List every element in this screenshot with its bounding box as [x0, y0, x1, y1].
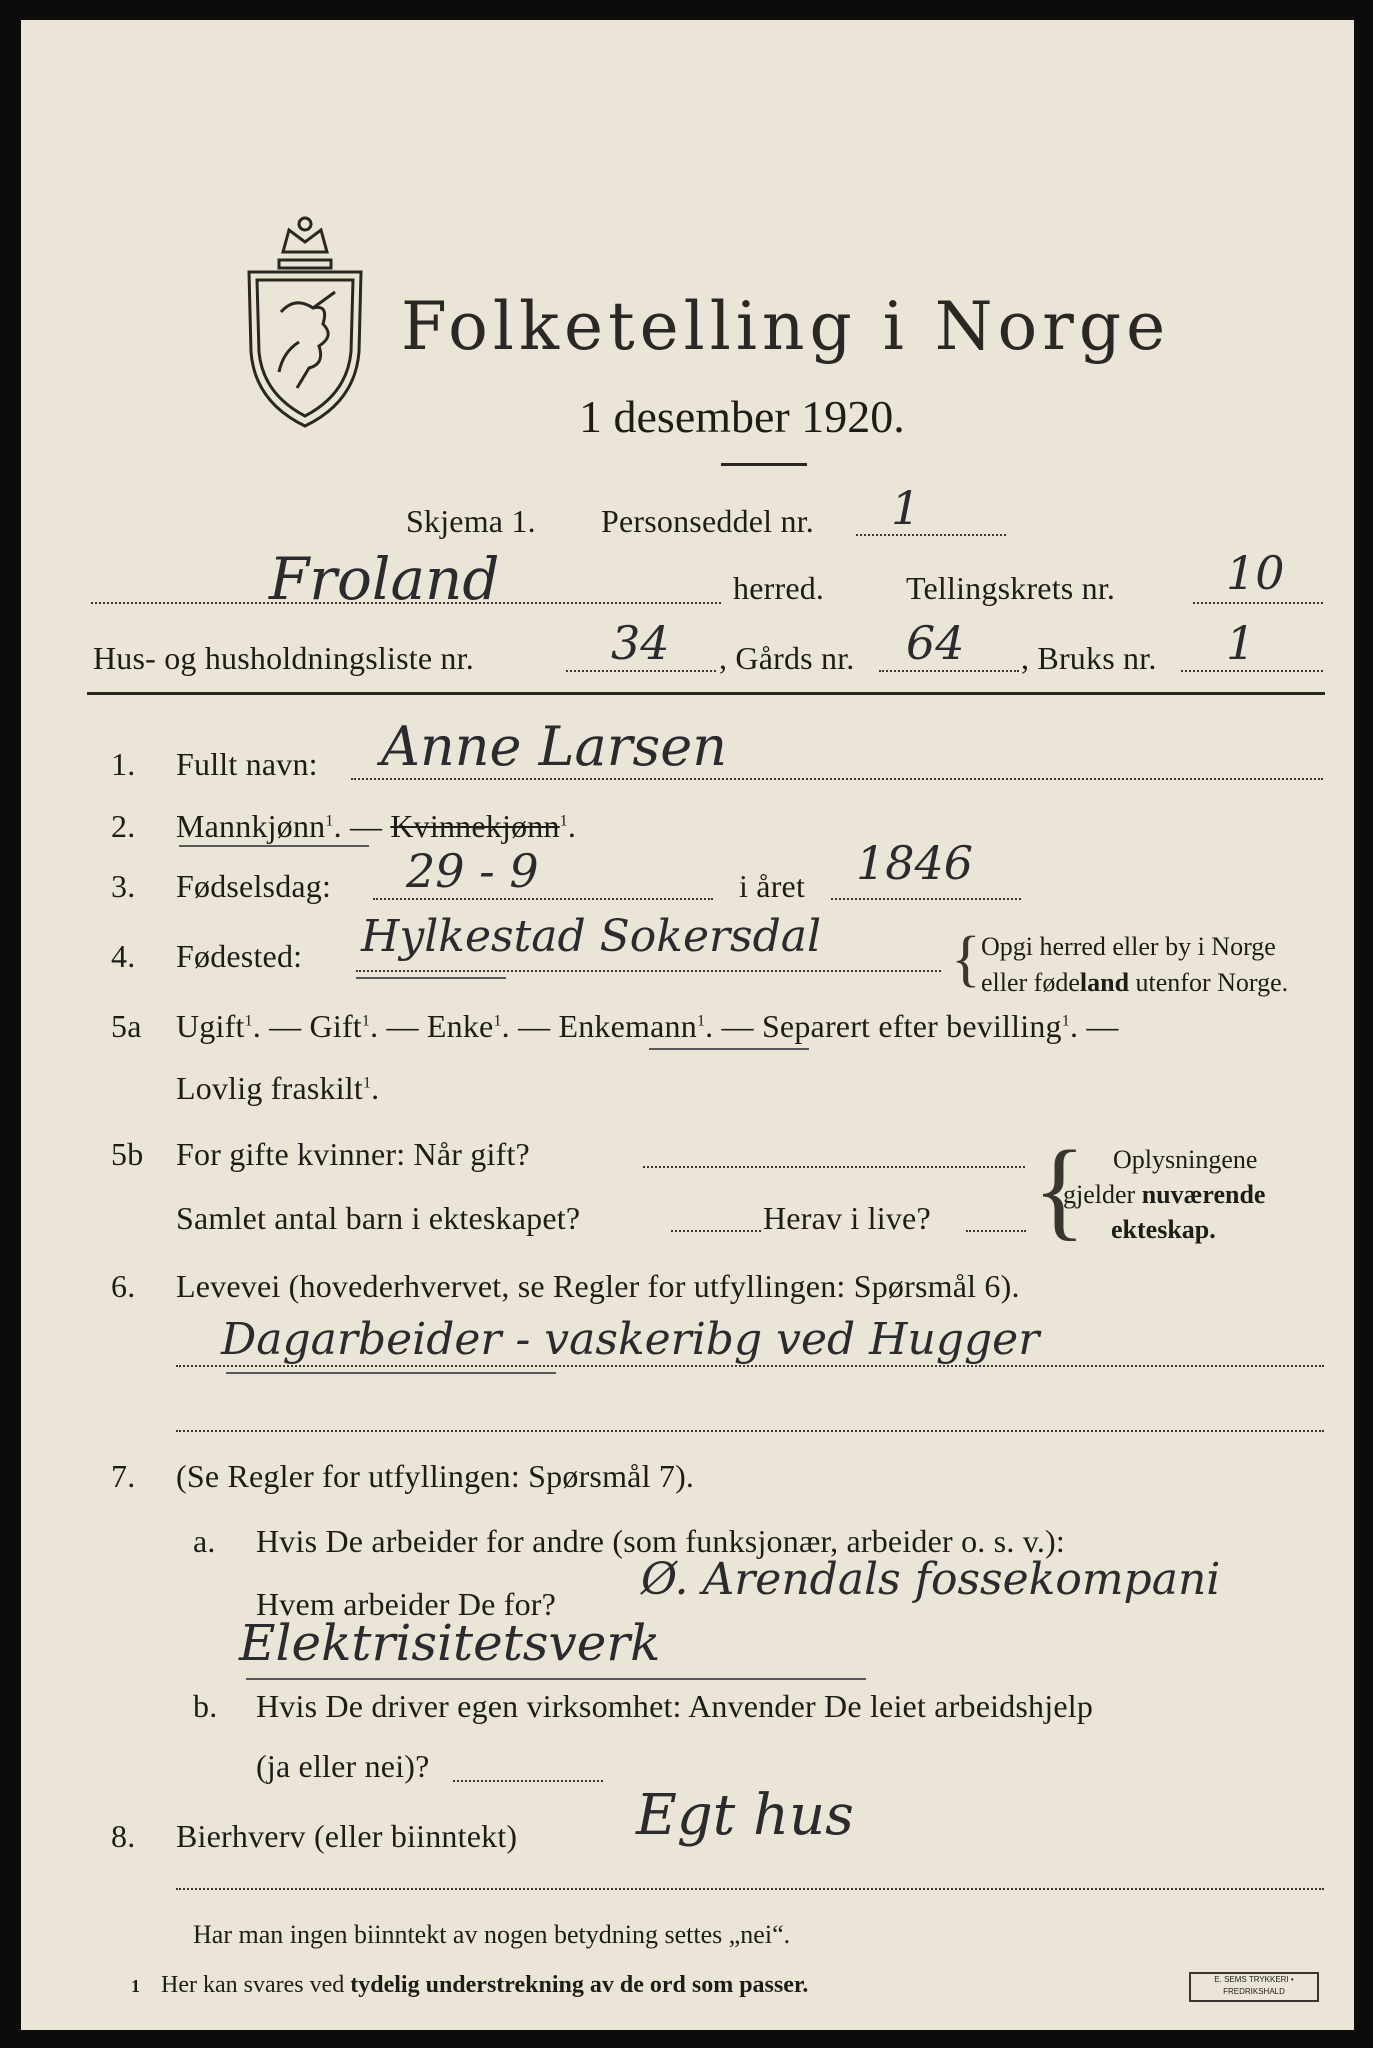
gards-value[interactable]: 64	[906, 616, 965, 670]
q7b-question: (ja eller nei)?	[256, 1748, 430, 1784]
q5a-line2-end: .	[371, 1070, 380, 1106]
enkemann-underline	[649, 1048, 809, 1050]
q4-note2b: land	[1079, 968, 1130, 997]
occupation-value[interactable]: Dagarbeider - vaskeribg ved Hugger	[221, 1314, 1040, 1365]
q4-brace: {	[951, 925, 981, 993]
hus-dots	[566, 670, 716, 672]
footnote-text-b: tydelig understrekning av de ord som passer.	[350, 1972, 809, 1998]
q2-end: .	[567, 808, 577, 844]
q2-number: 2.	[111, 808, 136, 844]
bruks-label: , Bruks nr.	[1021, 640, 1157, 676]
q1-dots	[351, 778, 1323, 780]
q5b-note2	[1063, 1180, 1265, 1210]
q5a-sup-b: 1	[361, 1012, 371, 1030]
q7-number: 7.	[111, 1458, 136, 1494]
q4-dots	[356, 970, 941, 972]
nei-note: Har man ingen biinntekt av nogen betydning settes „nei“.	[193, 1920, 791, 1949]
census-form-sheet	[21, 20, 1354, 2030]
occupation-underline	[226, 1372, 556, 1374]
header-separator	[87, 692, 1325, 695]
q5b-note2b: nuværende	[1141, 1180, 1266, 1209]
q5a-number: 5a	[111, 1008, 142, 1044]
personseddel-label: Personseddel nr.	[601, 503, 814, 539]
gards-label: , Gårds nr.	[719, 640, 855, 676]
q5a-sup-e: 1	[696, 1012, 706, 1030]
side-income-value[interactable]: Egt hus	[636, 1783, 854, 1848]
bruks-dots	[1181, 670, 1323, 672]
bruks-value[interactable]: 1	[1226, 616, 1256, 670]
status-gift[interactable]: . — Gift	[252, 1008, 362, 1044]
q5a-text	[176, 1010, 1119, 1042]
q4-note-line2	[981, 968, 1288, 998]
status-fraskilt[interactable]: Lovlig fraskilt	[176, 1070, 363, 1106]
footnote-text-a: Her kan svares ved	[161, 1972, 351, 1998]
q7b-number: b.	[193, 1688, 218, 1724]
tellingskrets-dots	[1193, 602, 1323, 604]
q5b-line2a: Samlet antal barn i ekteskapet?	[176, 1200, 581, 1236]
form-date: 1 desember 1920.	[579, 391, 905, 442]
q1-number: 1.	[111, 746, 136, 782]
title-rule	[721, 463, 807, 466]
status-ugift[interactable]: Ugift	[176, 1008, 245, 1044]
hus-label: Hus- og husholdningsliste nr.	[93, 640, 474, 676]
footnote-mark: 1	[131, 1976, 140, 1996]
q4-label: Fødested:	[176, 938, 303, 974]
birthplace-underline	[356, 977, 506, 979]
footnote-text	[161, 1972, 808, 1999]
q8-number: 8.	[111, 1818, 136, 1854]
q8-label: Bierhverv (eller biinntekt)	[176, 1818, 518, 1854]
children-count-dots[interactable]	[671, 1230, 761, 1232]
q2-sep: . —	[333, 808, 383, 844]
q3-dots	[373, 898, 713, 900]
male-underline	[179, 845, 369, 847]
q1-label: Fullt navn:	[176, 746, 318, 782]
personseddel-dots	[856, 534, 1006, 536]
status-enke[interactable]: . — Enke	[370, 1008, 494, 1044]
q3-number: 3.	[111, 868, 136, 904]
q5a-sup-a: 1	[244, 1012, 253, 1030]
q4-note-line1: Opgi herred eller by i Norge	[981, 932, 1276, 961]
q5a-sup-h: 1	[362, 1074, 372, 1092]
form-title: Folketelling i Norge	[401, 288, 1171, 365]
q7b-text: Hvis De driver egen virksomhet: Anvender De leiet arbeidshjelp	[256, 1688, 1094, 1724]
married-date-dots[interactable]	[643, 1166, 1025, 1168]
full-name-value[interactable]: Anne Larsen	[381, 715, 727, 778]
tellingskrets-value[interactable]: 10	[1226, 546, 1285, 600]
year-dots	[831, 898, 1021, 900]
q6-label: Levevei (hovederhvervet, se Regler for utfyllingen: Spørsmål 6).	[176, 1268, 1020, 1304]
personseddel-value[interactable]: 1	[891, 481, 921, 535]
q5b-note2a: gjelder	[1063, 1180, 1142, 1209]
tellingskrets-label: Tellingskrets nr.	[906, 570, 1116, 606]
children-alive-dots[interactable]	[966, 1230, 1026, 1232]
q8-dots	[176, 1888, 1324, 1890]
q5a-sup-c: 1	[493, 1012, 502, 1030]
norway-coat-of-arms-icon	[239, 212, 371, 432]
herred-value[interactable]: Froland	[269, 545, 500, 613]
gender-male[interactable]: Mannkjønn	[176, 808, 326, 844]
q5a-sep: . —	[501, 1008, 559, 1044]
q4-number: 4.	[111, 938, 136, 974]
q7b-dots[interactable]	[453, 1780, 603, 1782]
hus-value[interactable]: 34	[611, 616, 670, 670]
birthplace-value[interactable]: Hylkestad Sokersdal	[361, 911, 822, 962]
q5b-line2b: Herav i live?	[763, 1200, 931, 1236]
q5b-number: 5b	[111, 1136, 144, 1172]
status-enkemann[interactable]: Enkemann	[558, 1008, 697, 1044]
employer-underline	[246, 1678, 866, 1680]
q7-label: (Se Regler for utfyllingen: Spørsmål 7).	[176, 1458, 695, 1494]
q2-sup-1: 1	[325, 812, 334, 830]
q2-sup-2: 1	[559, 812, 568, 830]
q6-dots-1	[176, 1365, 1324, 1367]
birth-year-value[interactable]: 1846	[856, 836, 974, 890]
gender-female[interactable]: Kvinnekjønn	[390, 808, 560, 844]
gards-dots	[879, 670, 1019, 672]
q6-dots-2	[176, 1430, 1324, 1432]
q7a-question: Hvem arbeider De for?	[256, 1586, 557, 1622]
printer-stamp: E. SEMS TRYKKERI • FREDRIKSHALD	[1189, 1972, 1319, 2002]
q4-note2a: eller føde	[981, 968, 1080, 997]
herred-label: herred.	[733, 570, 825, 606]
q5a-line2	[176, 1072, 379, 1104]
q5a-end: . —	[1069, 1008, 1119, 1044]
q2-gender-text	[176, 810, 576, 842]
schema-label: Skjema 1.	[406, 503, 536, 539]
q7a-number: a.	[193, 1523, 216, 1559]
q5b-note3: ekteskap.	[1111, 1215, 1216, 1244]
employer-value-1[interactable]: Ø. Arendals fossekompani	[641, 1554, 1221, 1605]
status-separert[interactable]: . — Separert efter bevilling	[705, 1008, 1062, 1044]
year-label: i året	[739, 868, 806, 904]
q3-label: Fødselsdag:	[176, 868, 332, 904]
q7a-text: Hvis De arbeider for andre (som funksjonær, arbeider o. s. v.):	[256, 1523, 1066, 1559]
birthdate-value[interactable]: 29 - 9	[406, 844, 539, 898]
q6-number: 6.	[111, 1268, 136, 1304]
q5b-line1: For gifte kvinner: Når gift?	[176, 1136, 530, 1172]
q5b-brace: {	[1033, 1128, 1086, 1250]
q5b-note1: Oplysningene	[1113, 1145, 1258, 1174]
employer-value-2[interactable]: Elektrisitetsverk	[239, 1614, 661, 1672]
q5a-sup-f: 1	[1061, 1012, 1070, 1030]
q4-note2c: utenfor Norge.	[1129, 968, 1289, 997]
